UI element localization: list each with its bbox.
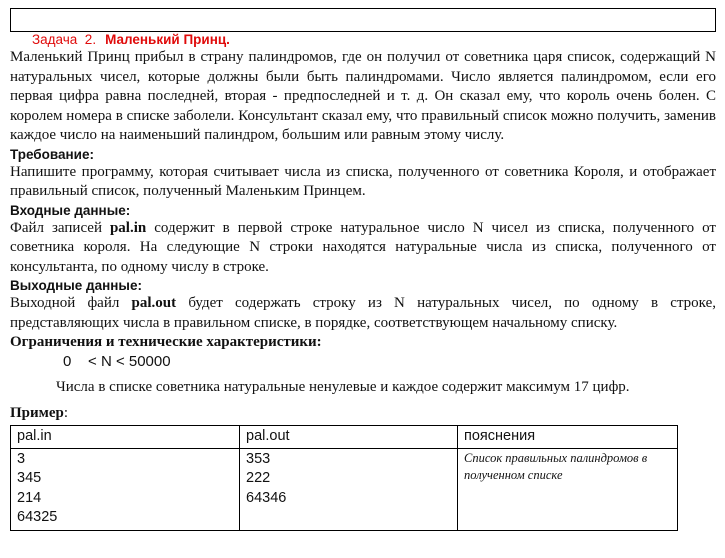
- example-table: [10, 425, 678, 531]
- input-value: 214: [17, 489, 42, 506]
- requirement-heading: Требование:: [10, 146, 94, 162]
- output-filename: pal.out: [131, 295, 177, 311]
- input-text: [10, 219, 716, 278]
- constraint-n-range: 0 < N < 50000: [63, 353, 171, 370]
- story-paragraph: Маленький Принц прибыл в страну палиндромов, где он получил от советника царя список, содержащий N натуральных чисел, которые должны были быть палиндромами. Число является палиндромом, если его первая цифра равна последней, вторая - предпоследней и т. д. Он сказал ему, что король очень болен. С королем номера в списке заболели. Консультант сказал ему, что правильный список можно получить, заменив каждое число на наименьший палиндром, большим или равным этому числу.: [10, 49, 716, 143]
- requirement-text: Напишите программу, которая считывает числа из списка, полученного от советника Короля, и отображает правильный список, полученный Маленьким Принцем.: [10, 163, 716, 199]
- column-header-pal-out: pal.out: [240, 426, 458, 449]
- example-heading-colon: :: [63, 405, 69, 421]
- output-value: 64346: [246, 489, 287, 506]
- problem-title-box: [10, 8, 716, 47]
- input-values-cell: [11, 449, 240, 531]
- input-value: 64325: [17, 509, 58, 526]
- input-filename: pal.in: [109, 219, 147, 236]
- example-table-body-row: [11, 449, 678, 531]
- example-heading-word: Пример: [10, 405, 64, 421]
- input-text-start: Файл записей: [10, 219, 110, 236]
- explanation-cell: Список правильных палиндромов в полученном списке: [458, 449, 678, 531]
- constraint-digits-note: Числа в списке советника натуральные ненулевые и каждое содержит максимум 17 цифр.: [56, 378, 630, 395]
- output-values-cell: [240, 449, 458, 531]
- constraints-heading: Ограничения и технические характеристики:: [10, 334, 322, 350]
- column-header-pal-in: pal.in: [11, 426, 240, 449]
- output-text-end: будет содержать строку из N натуральных чисел, по одному в строке, представляющих числа в правильном списке, в порядке, соответствующем начальному списку.: [10, 295, 717, 331]
- input-heading: Входные данные:: [10, 202, 131, 218]
- input-text-end: содержит в первой строке натуральное число N чисел из списка, полученного от советника короля. На следующие N строки находятся натуральные числа из списка, полученного от консультанта, по одному числу в строке.: [10, 219, 716, 275]
- problem-title: Маленький Принц.: [105, 32, 230, 47]
- column-header-notes: пояснения: [458, 426, 678, 449]
- output-text-start: Выходной файл: [10, 295, 132, 311]
- output-value: 353: [246, 451, 271, 467]
- output-value: 222: [246, 470, 271, 487]
- example-heading: [10, 404, 716, 423]
- problem-number: Задача 2.: [32, 32, 97, 47]
- input-value: 345: [17, 470, 42, 487]
- output-heading: Выходные данные:: [10, 278, 142, 293]
- example-table-header-row: [11, 426, 678, 449]
- output-text: [10, 294, 716, 333]
- input-value: 3: [17, 451, 26, 467]
